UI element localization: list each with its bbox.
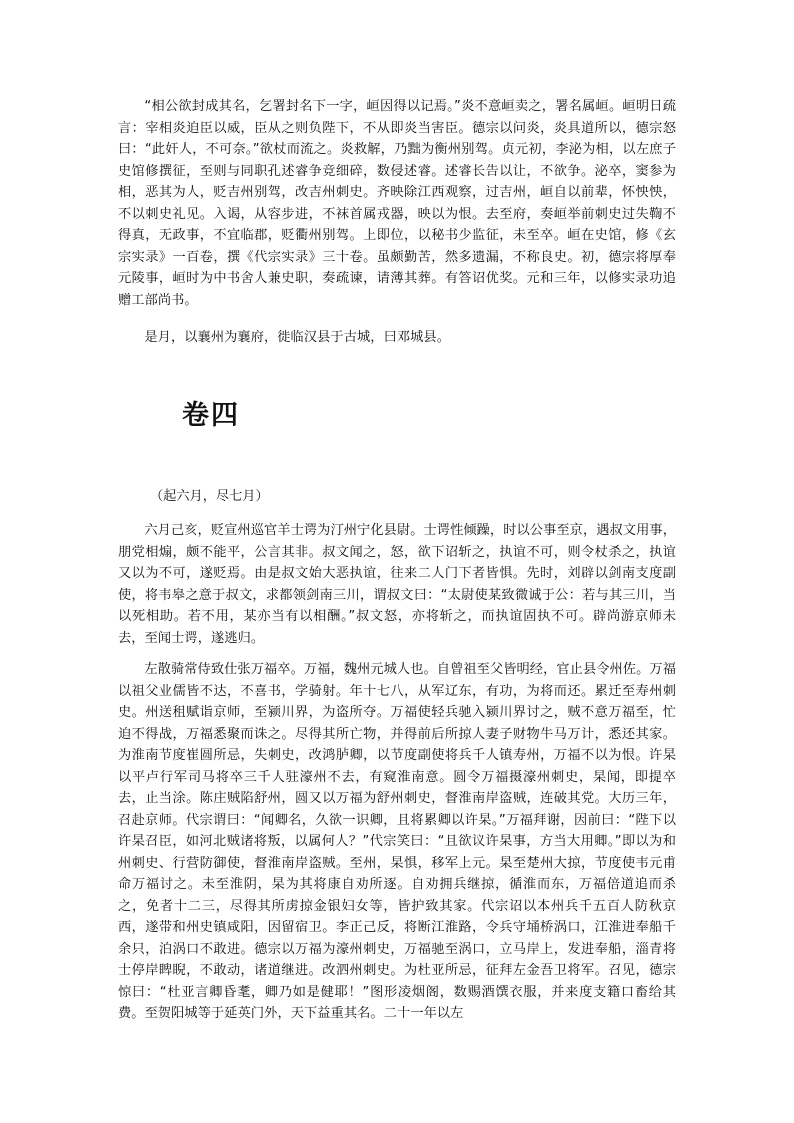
paragraph-xiangzhou-note: 是月，以襄州为襄府，徙临汉县于古城，曰邓城县。 [144, 330, 451, 345]
chapter-date-range: （起六月，尽七月） [150, 489, 269, 504]
paragraph-zhang-huan-biography: “相公欲封成其名，乞署封名下一字，峘因得以记焉。”炎不意峘卖之，署名属峘。峘明日疏言：宰相炎迫臣以威，臣从之则负陛下，不从即炎当害臣。德宗以问炎，炎具道所以，德宗怒曰：“此奸人，不可奈。”欲杖而流之。炎救解，乃黜为衡州别驾。贞元初，李泌为相，以左庶子史馆修撰征，至则与同职孔述睿争竞细碎，数侵述睿。述睿长告以让，不欲争。泌卒，窦参为相，恶其为人，贬吉州别驾，改吉州刺史。齐映除江西观察，过吉州，峘自以前辈，怀怏怏，不以刺史礼见。入谒，从容步进，不袜首属戎器，映以为恨。去至府，奏峘举前刺史过失鞫不得真，无政事，不宜临郡，贬衢州别驾。上即位，以秘书少监征，未至卒。峘在史馆，修《玄宗实录》一百卷，撰《代宗实录》三十卷。虽颇勤苦，然多遗漏，不称良史。初，德宗将厚奉元陵事，峘时为中书舍人兼史职，奏疏谏，请薄其葬。有答诏优奖。元和三年，以修实录功追赠工部尚书。 [118, 99, 676, 308]
paragraph-yang-shie: 六月己亥，贬宣州巡官羊士谔为汀州宁化县尉。士谔性倾躁，时以公事至京，遇叔文用事，朋党相煽，颇不能平，公言其非。叔文闻之，怒，欲下诏斩之，执谊不可，则令杖杀之，执谊又以为不可，遂贬焉。由是叔文始大恶执谊，往来二人门下者皆惧。先时，刘辟以剑南支度副使，将韦皋之意于叔文，求都领剑南三川，谓叔文曰：“太尉使某致微诚于公：若与其三川，当以死相助。若不用，某亦当有以相酬。”叔文怒，亦将斩之，而执谊固执不可。辟尚游京师未去，至闻士谔，遂逃归。 [118, 523, 676, 646]
chapter-heading: 卷四 [182, 400, 240, 431]
paragraph-zhang-wanfu: 左散骑常侍致仕张万福卒。万福，魏州元城人也。自曾祖至父皆明经，官止县令州佐。万福以祖父业儒皆不达，不喜书，学骑射。年十七八，从军辽东，有功，为将而还。累迁至寿州刺史。州送租赋诣京师，至颍川界，为盗所夺。万福使轻兵驰入颍川界讨之，贼不意万福至，忙迫不得战，万福悉聚而诛之。尽得其所亡物，并得前后所掠人妻子财物牛马万计，悉还其家。为淮南节度崔圆所忌，失刺史，改鸿胪卿，以节度副使将兵千人镇寿州，万福不以为恨。许杲以平卢行军司马将卒三千人驻濠州不去，有窥淮南意。圆令万福摄濠州刺史，杲闻，即提卒去，止当涂。陈庄贼陷舒州，圆又以万福为舒州刺史，督淮南岸盗贼，连破其党。大历三年，召赴京师。代宗谓曰：“闻卿名，久欲一识卿，且将累卿以许杲。”万福拜谢，因前曰：“陛下以许杲召臣，如河北贼诸将叛，以属何人？”代宗笑曰：“且欲议许杲事，方当大用卿。”即以为和州刺史、行营防御使，督淮南岸盗贼。至州，杲惧，移军上元。杲至楚州大掠，节度使韦元甫命万福讨之。未至淮阴，杲为其将康自劝所逐。自劝拥兵继掠，循淮而东，万福倍道追而杀之，免者十二三，尽得其所虏掠金银妇女等，皆护致其家。代宗诏以本州兵千五百人防秋京西，遂带和州史镇咸阳，因留宿卫。李正己反，将断江淮路，令兵守埇桥涡口，江淮进奉船千余只，泊涡口不敢进。德宗以万福为濠州刺史，万福驰至涡口，立马岸上，发进奉船，淄青将士停岸睥睨，不敢动，诸道继进。改泗州刺史。为杜亚所忌，征拜左金吾卫将军。召见，德宗惊曰：“杜亚言卿昏耄，卿乃如是健耶！”图形凌烟阁，数赐酒馔衣服，并来度支籍口畜给其费。至贺阳城等于延英门外，天下益重其名。二十一年以左 [118, 662, 676, 1021]
